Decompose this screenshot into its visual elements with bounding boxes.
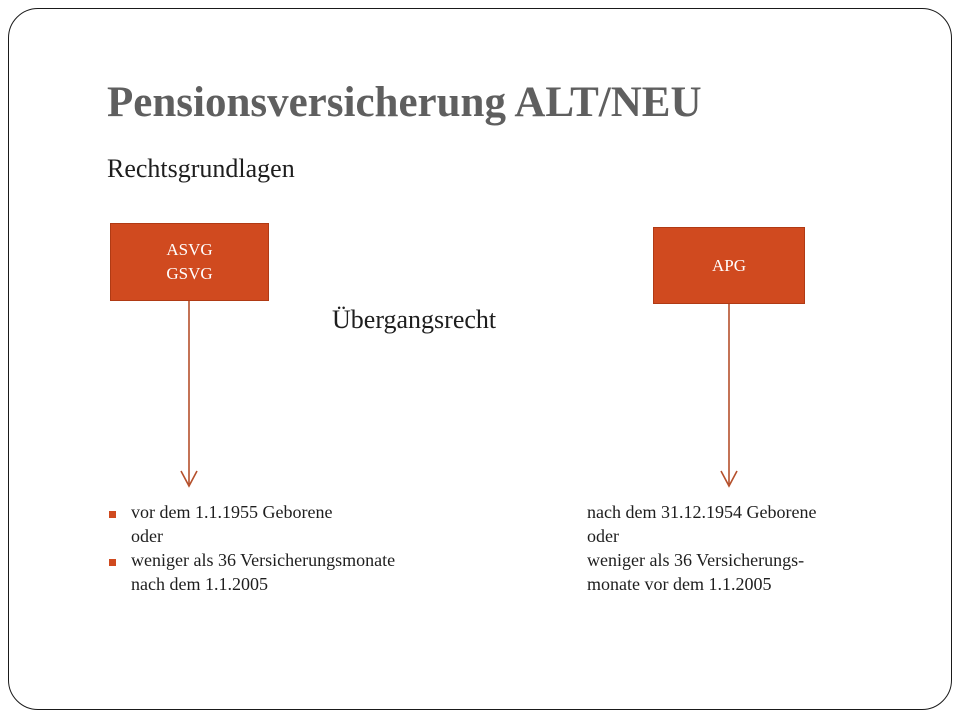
list-item [107, 548, 395, 572]
box-right-line1: APG [711, 255, 746, 275]
list-item [107, 572, 395, 596]
slide-title: Pensionsversicherung ALT/NEU [107, 79, 702, 126]
box-left-line2: GSVG [166, 264, 213, 283]
list-item-text: weniger als 36 Versicherungsmonate [131, 550, 396, 570]
list-item: oder [587, 526, 619, 546]
square-bullet-icon [109, 559, 116, 566]
list-item-text: oder [131, 526, 163, 546]
list-item [107, 500, 395, 524]
right-criteria-list [587, 500, 816, 596]
right-arrow [721, 304, 737, 486]
slide-subtitle: Rechtsgrundlagen [107, 154, 295, 183]
list-item: weniger als 36 Versicherungs- [587, 550, 805, 570]
list-item: monate vor dem 1.1.2005 [587, 574, 772, 594]
left-arrow [181, 301, 197, 486]
list-item [107, 524, 395, 548]
list-item-text: nach dem 1.1.2005 [131, 574, 268, 594]
left-criteria-list [107, 500, 395, 596]
square-bullet-icon [109, 511, 116, 518]
list-item: nach dem 31.12.1954 Geborene [587, 502, 817, 522]
list-item-text: vor dem 1.1.1955 Geborene [131, 502, 333, 522]
transition-law-label: Übergangsrecht [332, 305, 497, 334]
box-left-line1: ASVG [166, 240, 213, 259]
